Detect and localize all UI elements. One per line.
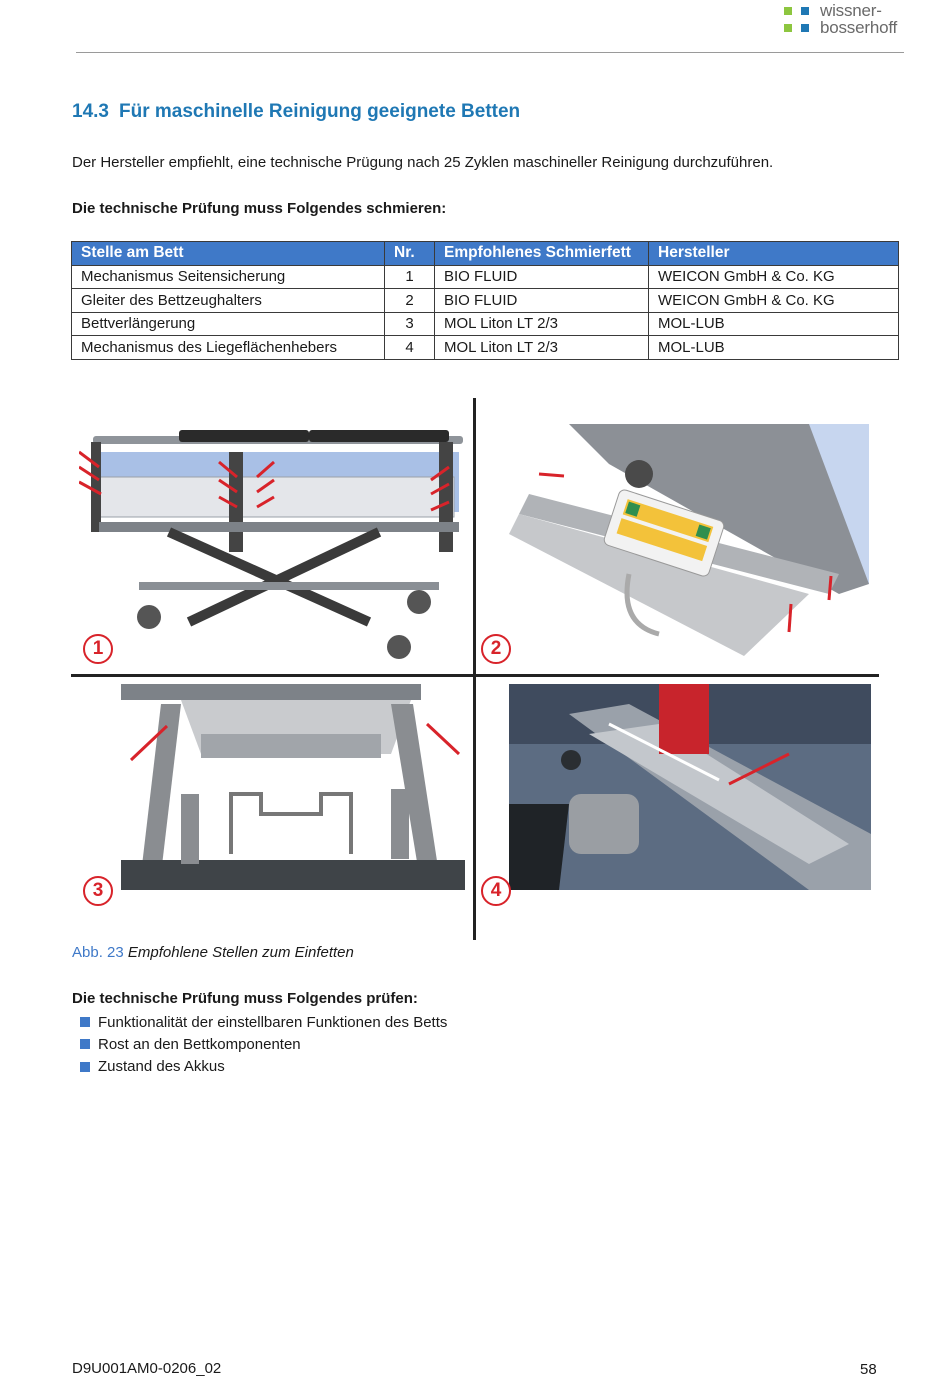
cell-number: 2 bbox=[385, 289, 435, 313]
photo-bed-extension bbox=[121, 684, 465, 890]
column-header-location: Stelle am Bett bbox=[72, 242, 385, 266]
cell-manufacturer: WEICON GmbH & Co. KG bbox=[649, 265, 899, 289]
brand-name-line2: bosserhoff bbox=[820, 18, 898, 37]
page-number: 58 bbox=[860, 1361, 877, 1378]
logo-square-blue bbox=[801, 7, 809, 15]
checks-heading: Die technische Prüfung muss Folgendes prüfen: bbox=[72, 990, 418, 1007]
cell-number: 4 bbox=[385, 336, 435, 360]
column-header-manufacturer: Hersteller bbox=[649, 242, 899, 266]
column-header-number: Nr. bbox=[385, 242, 435, 266]
list-item-text: Rost an den Bettkomponenten bbox=[98, 1035, 301, 1053]
header-divider bbox=[76, 52, 904, 53]
table-header-row bbox=[72, 242, 899, 266]
list-item bbox=[80, 1033, 447, 1055]
badge-1: 1 bbox=[83, 634, 113, 664]
figure-label: Abb. 23 bbox=[72, 944, 124, 961]
cell-grease: MOL Liton LT 2/3 bbox=[435, 312, 649, 336]
cell-location: Mechanismus Seitensicherung bbox=[72, 265, 385, 289]
square-bullet-icon bbox=[80, 1062, 90, 1072]
figure-horizontal-divider bbox=[71, 674, 879, 677]
badge-3: 3 bbox=[83, 876, 113, 906]
brand-name-line1: wissner- bbox=[820, 1, 882, 20]
lubrication-table bbox=[71, 241, 899, 360]
cell-number: 3 bbox=[385, 312, 435, 336]
lubrication-figure bbox=[71, 398, 879, 940]
column-header-grease: Empfohlenes Schmierfett bbox=[435, 242, 649, 266]
list-item-text: Funktionalität der einstellbaren Funktionen des Betts bbox=[98, 1013, 448, 1031]
photo-surface-lifter bbox=[509, 684, 871, 890]
cell-location: Mechanismus des Liegeflächenhebers bbox=[72, 336, 385, 360]
cell-manufacturer: MOL-LUB bbox=[649, 312, 899, 336]
cell-manufacturer: MOL-LUB bbox=[649, 336, 899, 360]
table-row bbox=[72, 265, 899, 289]
badge-4: 4 bbox=[481, 876, 511, 906]
cell-location: Gleiter des Bettzeughalters bbox=[72, 289, 385, 313]
table-row bbox=[72, 289, 899, 313]
table-row bbox=[72, 336, 899, 360]
list-item bbox=[80, 1011, 447, 1033]
figure-caption-text: Empfohlene Stellen zum Einfetten bbox=[127, 944, 354, 961]
badge-2: 2 bbox=[481, 634, 511, 664]
lubrication-heading: Die technische Prüfung muss Folgendes schmieren: bbox=[72, 200, 447, 217]
logo-square-green bbox=[784, 24, 792, 32]
list-item bbox=[80, 1056, 447, 1078]
cell-grease: MOL Liton LT 2/3 bbox=[435, 336, 649, 360]
section-number: 14.3 bbox=[72, 101, 109, 122]
cell-location: Bettverlängerung bbox=[72, 312, 385, 336]
photo-linen-holder bbox=[509, 424, 869, 656]
photo-bed-side-rails bbox=[79, 422, 467, 668]
cell-grease: BIO FLUID bbox=[435, 289, 649, 313]
document-id: D9U001AM0-0206_02 bbox=[72, 1360, 222, 1377]
cell-grease: BIO FLUID bbox=[435, 265, 649, 289]
square-bullet-icon bbox=[80, 1039, 90, 1049]
checks-list bbox=[80, 1011, 447, 1078]
table-row bbox=[72, 312, 899, 336]
figure-vertical-divider bbox=[473, 398, 476, 940]
intro-paragraph: Der Hersteller empfiehlt, eine technische Prügung nach 25 Zyklen maschineller Reinigung durchzuführen. bbox=[72, 154, 774, 171]
figure-caption bbox=[72, 944, 354, 961]
logo-square-blue bbox=[801, 24, 809, 32]
section-title: Für maschinelle Reinigung geeignete Betten bbox=[118, 101, 521, 122]
brand-logo bbox=[784, 2, 924, 38]
list-item-text: Zustand des Akkus bbox=[98, 1058, 225, 1076]
section-heading bbox=[72, 101, 520, 123]
square-bullet-icon bbox=[80, 1017, 90, 1027]
cell-manufacturer: WEICON GmbH & Co. KG bbox=[649, 289, 899, 313]
logo-square-green bbox=[784, 7, 792, 15]
cell-number: 1 bbox=[385, 265, 435, 289]
